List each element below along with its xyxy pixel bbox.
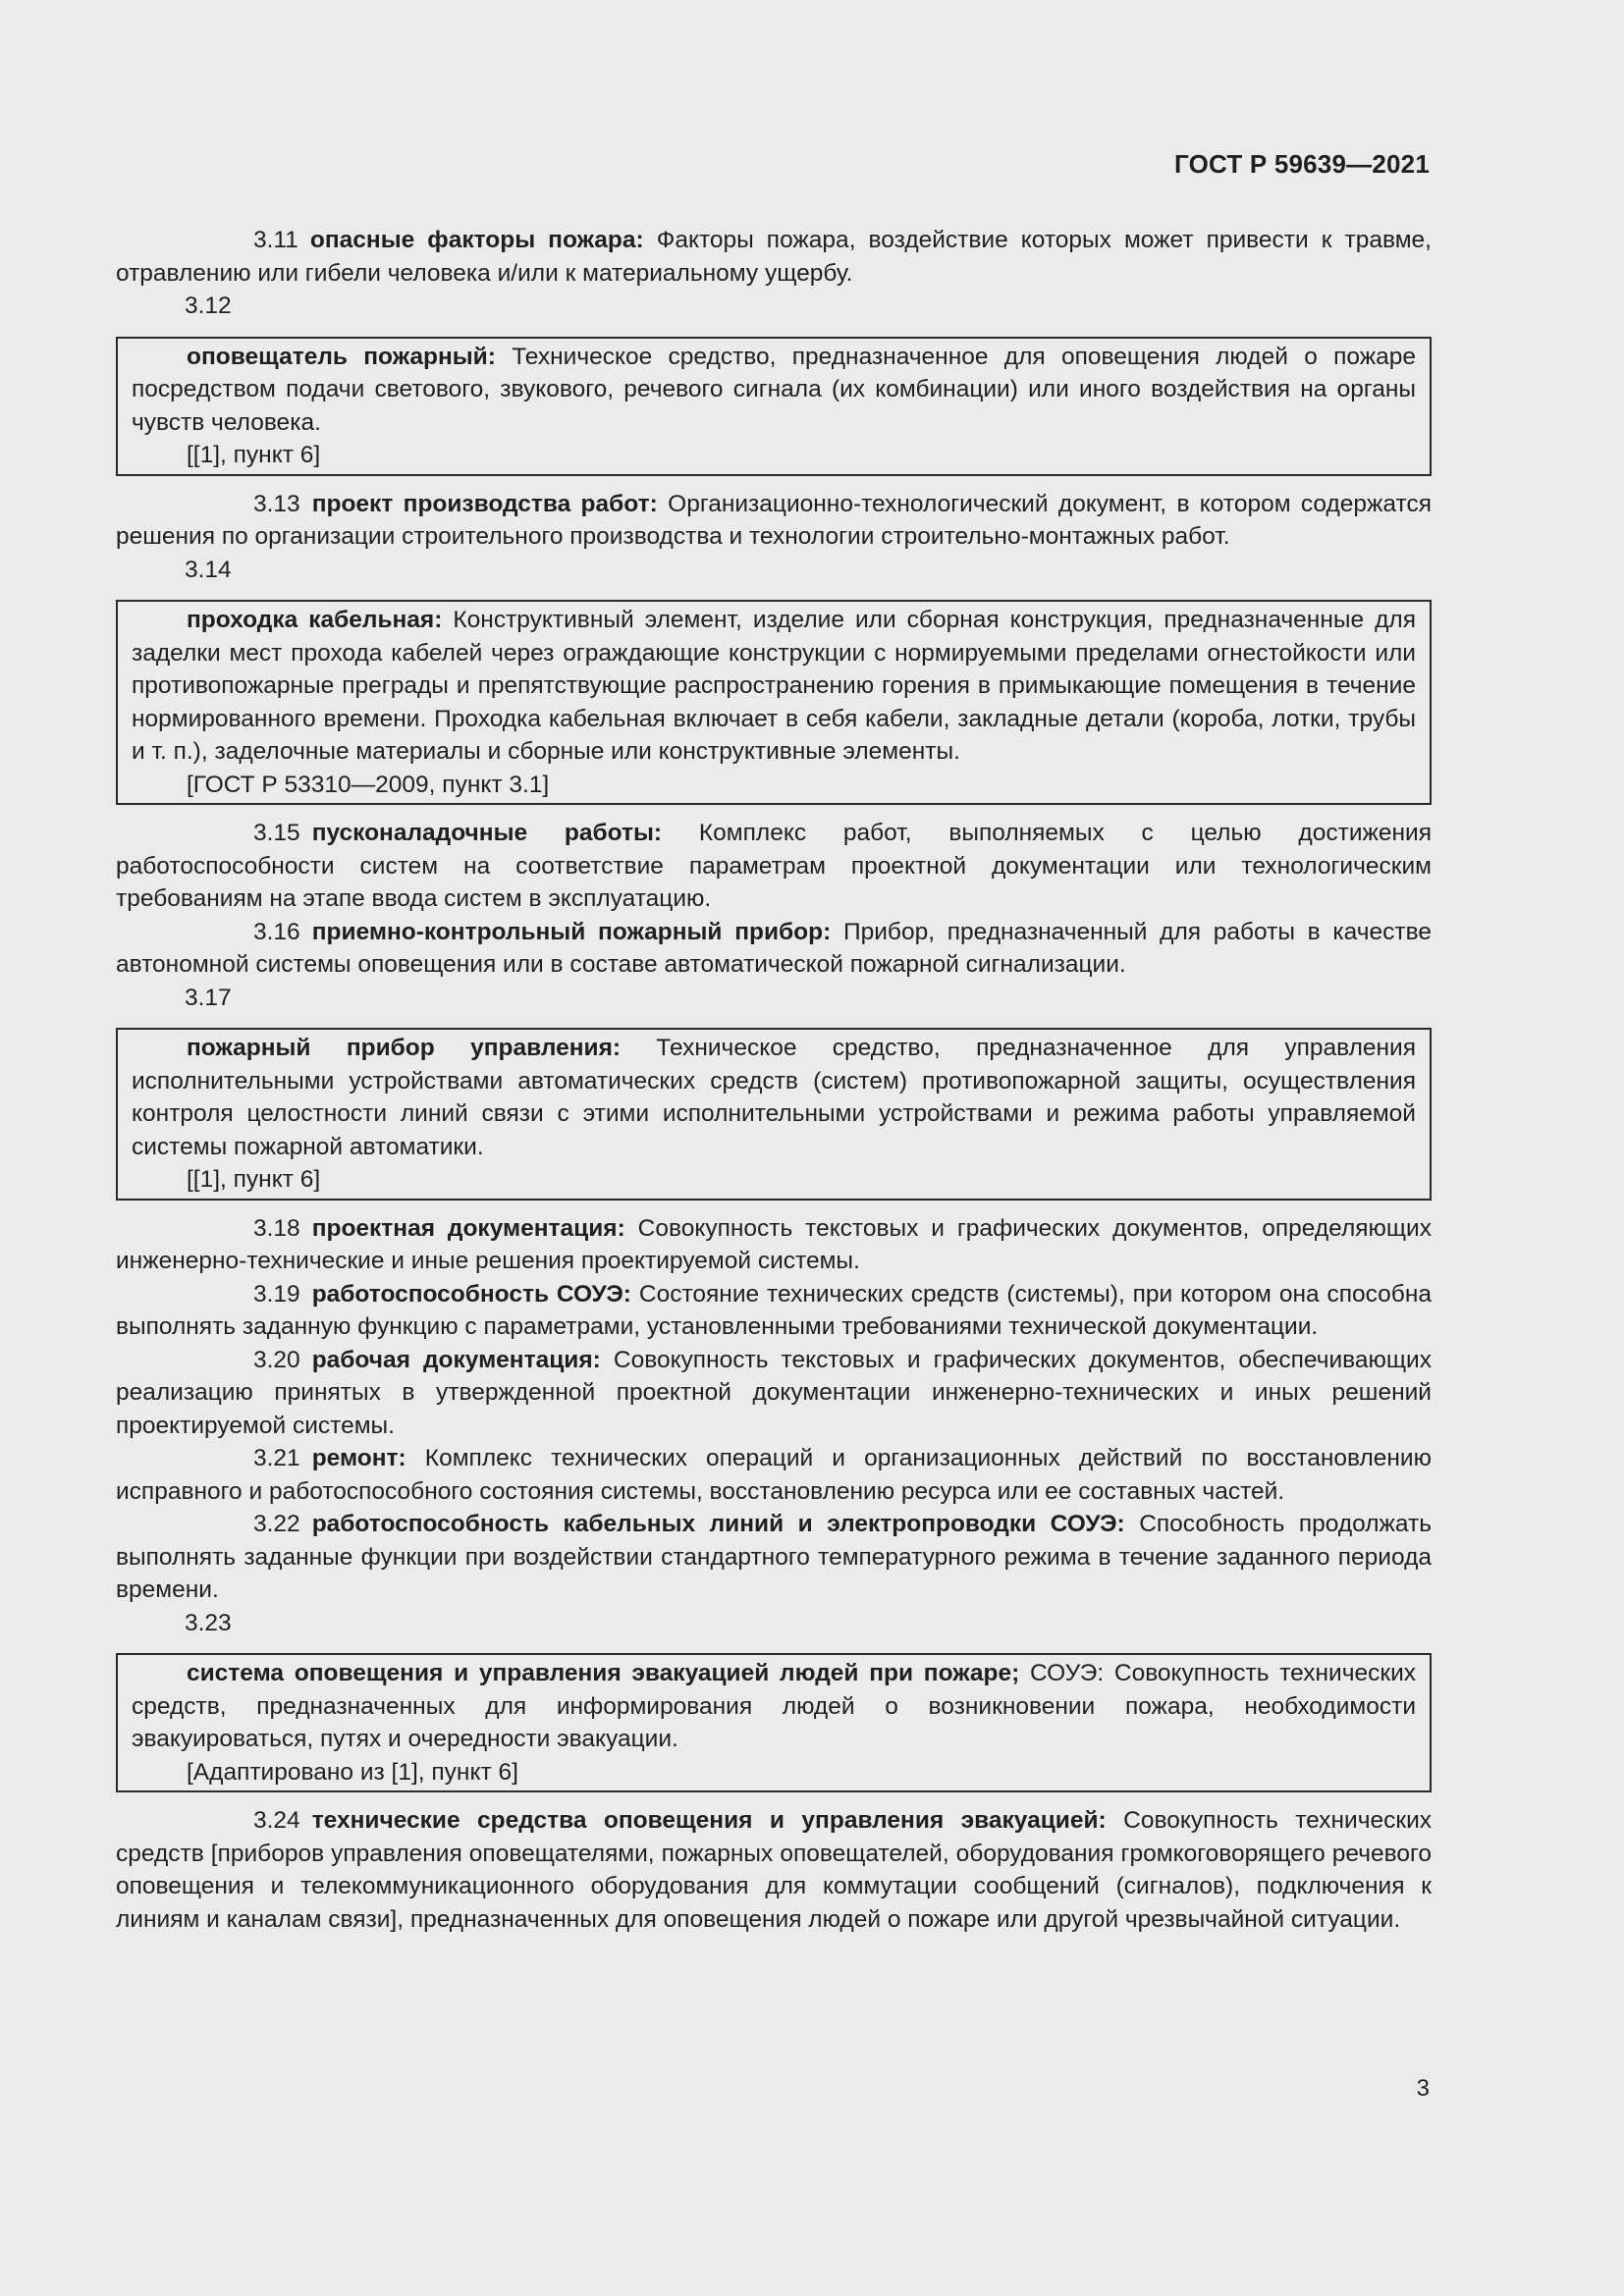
term-number: 3.16 [253,918,300,945]
term-number: 3.21 [253,1445,300,1471]
term-name: приемно-контрольный пожарный прибор: [311,918,832,945]
term-definition: Техническое средство, предназначенное для оповещения людей о пожаре посредством подачи светового, звукового, речевого сигнала (их комбинации) или иного воздействия на органы чувств человека. [132,343,1417,436]
term-number-3-23: 3.23 [185,1609,232,1636]
terms-list [116,224,1432,1936]
document-code-header: ГОСТ Р 59639—2021 [1174,149,1430,179]
term-name: технические средства оповещения и управления эвакуацией: [311,1807,1107,1834]
term-3-15 [116,817,1432,916]
boxed-definition-3-12 [116,337,1432,476]
term-definition: СОУЭ: Совокупность технических средств, предназначенных для информирования людей о возникновении пожара, необходимости эвакуироваться, путях и очередности эвакуации. [132,1660,1416,1752]
term-3-22 [116,1508,1432,1607]
term-definition: Комплекс работ, выполняемых с целью достижения работоспособности систем на соответствие параметрам проектной документации или технологическим требованиям на этапе ввода систем в эксплуатацию. [116,820,1432,912]
definition-source: [[1], пункт 6] [187,442,321,468]
term-name: пусконаладочные работы: [311,820,663,846]
term-name: проект производства работ: [311,490,658,517]
term-definition: Совокупность технических средств [приборов управления оповещателями, пожарных оповещателей, оборудования громкоговорящего речевого оповещения и телекоммуникационного оборудования для коммутации сообщений (сигналов), подключения к линиям и каналам связи], предназначенных для оповещения людей о пожаре или другой чрезвычайной ситуации. [116,1807,1433,1933]
term-number: 3.18 [253,1214,300,1242]
term-definition: Факторы пожара, воздействие которых может привести к травме, отравлению или гибели человека и/или к материальному ущербу. [116,227,1432,287]
boxed-definition-3-17 [116,1028,1432,1201]
term-definition: Совокупность текстовых и графических документов, обеспечивающих реализацию принятых в утвержденной проектной документации инженерно-технических и иных решений проектируемой системы. [116,1346,1432,1439]
term-definition: Техническое средство, предназначенное для управления исполнительными устройствами автоматических средств (систем) противопожарной защиты, осуществления контроля целостности линий связи с этими исполнительными устройствами и режима работы управляемой системы пожарной автоматики. [132,1035,1416,1160]
term-definition: Комплекс технических операций и организационных действий по восстановлению исправного и работоспособного состояния системы, восстановлению ресурса или ее составных частей. [116,1445,1432,1505]
term-number: 3.13 [253,490,300,517]
term-number: 3.11 [253,227,298,253]
definition-source: [ГОСТ Р 53310—2009, пункт 3.1] [187,771,550,798]
term-name: пожарный прибор управления: [187,1035,622,1061]
term-3-13 [116,488,1432,554]
term-name: ремонт: [311,1445,406,1471]
term-name: работоспособность СОУЭ: [311,1280,631,1308]
term-3-11 [116,224,1432,290]
term-definition: Состояние технических средств (системы), при котором она способна выполнять заданную функцию с параметрами, установленными требованиями технической документации. [116,1280,1432,1340]
term-number: 3.19 [253,1280,300,1308]
term-number-3-17: 3.17 [185,984,232,1011]
term-name: оповещатель пожарный: [187,343,496,370]
boxed-definition-3-14 [116,600,1432,805]
term-name: опасные факторы пожара: [309,227,644,253]
definition-source: [[1], пункт 6] [187,1166,321,1193]
term-3-20 [116,1344,1432,1443]
term-number-3-12: 3.12 [185,293,232,319]
term-3-24 [116,1804,1432,1936]
term-3-19 [116,1278,1432,1344]
boxed-definition-3-23 [116,1653,1432,1792]
term-number: 3.24 [253,1807,300,1834]
term-name: система оповещения и управления эвакуацией людей при пожаре; [187,1660,1020,1686]
term-name: рабочая документация: [311,1346,601,1373]
term-number: 3.22 [253,1511,300,1537]
term-definition: Прибор, предназначенный для работы в качестве автономной системы оповещения или в составе автоматической пожарной сигнализации. [116,918,1432,978]
term-definition: Организационно-технологический документ, в котором содержатся решения по организации строительного производства и технологии строительно-монтажных работ. [116,490,1432,550]
term-definition: Совокупность текстовых и графических документов, определяющих инженерно-технические и иные решения проектируемой системы. [116,1214,1432,1274]
term-number: 3.15 [253,820,300,846]
term-number: 3.20 [253,1346,300,1373]
term-definition: Способность продолжать выполнять заданные функции при воздействии стандартного температурного режима в течение заданного периода времени. [116,1511,1432,1603]
term-3-21 [116,1442,1432,1508]
term-definition: Конструктивный элемент, изделие или сборная конструкция, предназначенные для заделки мест прохода кабелей через ограждающие конструкции с нормируемыми пределами огнестойкости или противопожарные преграды и препятствующие распространению горения в примыкающие помещения в течение нормированного времени. Проходка кабельная включает в себя кабели, закладные детали (короба, лотки, трубы и т. п.), заделочные материалы и сборные или конструктивные элементы. [132,607,1416,765]
definition-source: [Адаптировано из [1], пункт 6] [187,1758,518,1786]
term-number-3-14: 3.14 [185,556,232,583]
page-number: 3 [1416,2075,1430,2102]
term-3-18 [116,1212,1432,1278]
term-3-16 [116,916,1432,982]
term-name: проходка кабельная: [187,607,443,633]
term-name: работоспособность кабельных линий и электропроводки СОУЭ: [311,1511,1125,1537]
term-name: проектная документация: [311,1214,625,1242]
